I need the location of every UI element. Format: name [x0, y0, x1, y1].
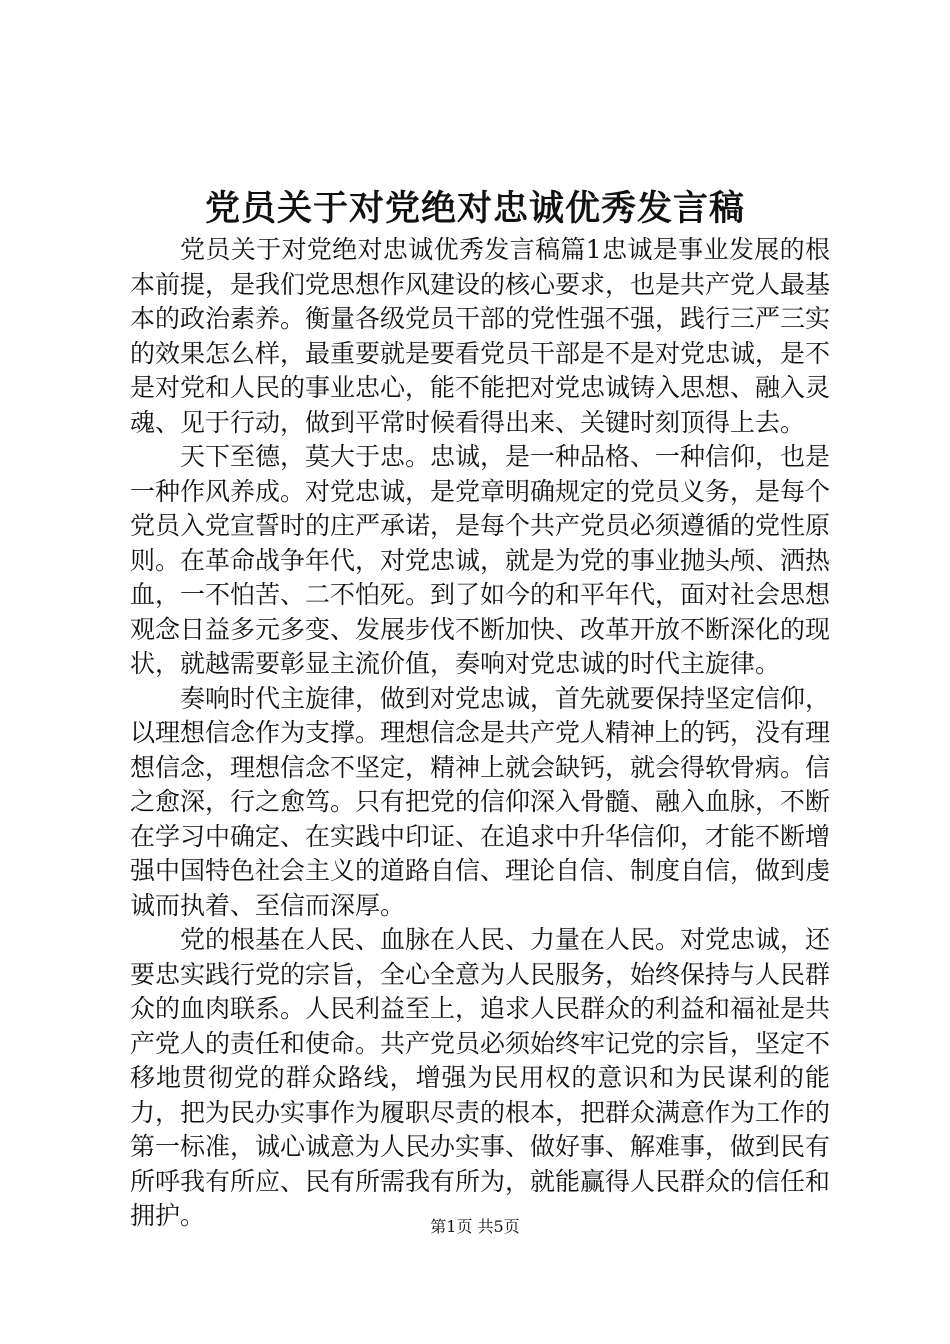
page-number-footer: 第1页 共5页 [430, 1217, 520, 1236]
body-paragraph-1: 党员关于对党绝对忠诚优秀发言稿篇1忠诚是事业发展的根本前提，是我们党思想作风建设的核心要求，也是共产党人最基本的政治素养。衡量各级党员干部的党性强不强，践行三严三实的效果怎么样，最重要就是要看党员干部是不是对党忠诚，是不是对党和人民的事业忠心，能不能把对党忠诚铸入思想、融入灵魂、见于行动，做到平常时候看得出来、关键时刻顶得上去。 [130, 235, 831, 437]
document-title: 党员关于对党绝对忠诚优秀发言稿 [204, 189, 745, 229]
body-paragraph-2: 天下至德，莫大于忠。忠诚，是一种品格、一种信仰，也是一种作风养成。对党忠诚，是党章明确规定的党员义务，是每个党员入党宣誓时的庄严承诺，是每个共产党员必须遵循的党性原则。在革命战争年代，对党忠诚，就是为党的事业抛头颅、洒热血，一不怕苦、二不怕死。到了如今的和平年代，面对社会思想观念日益多元多变、发展步伐不断加快、改革开放不断深化的现状，就越需要彰显主流价值，奏响对党忠诚的时代主旋律。 [130, 442, 831, 678]
document-body [130, 233, 830, 1234]
body-paragraph-3: 奏响时代主旋律，做到对党忠诚，首先就要保持坚定信仰，以理想信念作为支撑。理想信念是共产党人精神上的钙，没有理想信念，理想信念不坚定，精神上就会缺钙，就会得软骨病。信之愈深，行之愈笃。只有把党的信仰深入骨髓、融入血脉，不断在学习中确定、在实践中印证、在追求中升华信仰，才能不断增强中国特色社会主义的道路自信、理论自信、制度自信，做到虔诚而执着、至信而深厚。 [130, 683, 831, 920]
body-paragraph-4: 党的根基在人民、血脉在人民、力量在人民。对党忠诚，还要忠实践行党的宗旨，全心全意为人民服务，始终保持与人民群众的血肉联系。人民利益至上，追求人民群众的利益和福祉是共产党人的责任和使命。共产党员必须始终牢记党的宗旨，坚定不移地贯彻党的群众路线，增强为民用权的意识和为民谋利的能力，把为民办实事作为履职尽责的根本，把群众满意作为工作的第一标准，诚心诚意为人民办实事、做好事、解难事，做到民有所呼我有所应、民有所需我有所为，就能赢得人民群众的信任和拥护。 [130, 925, 831, 1230]
